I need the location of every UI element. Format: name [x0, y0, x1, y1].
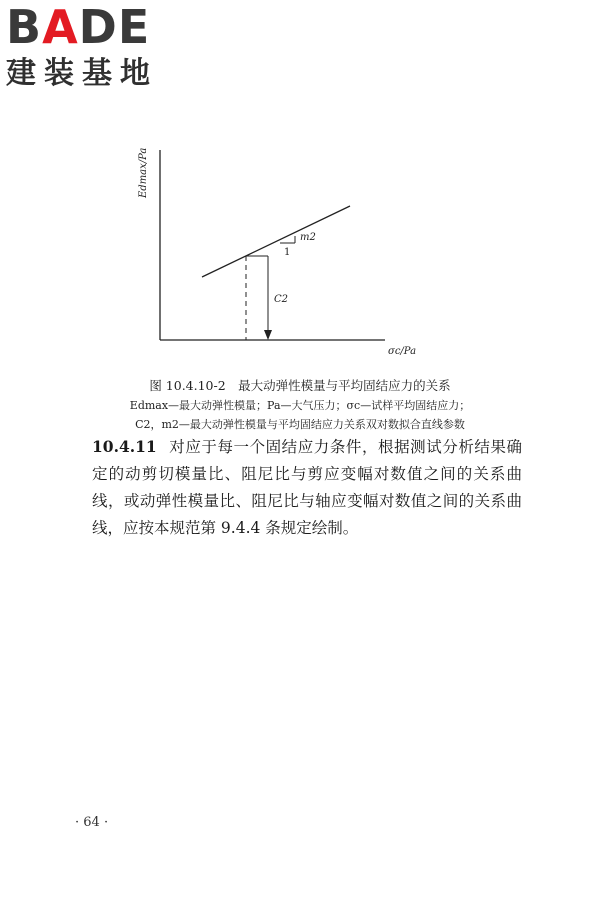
- intercept-label: C2: [274, 294, 289, 305]
- x-axis-label: σc/Pa: [388, 346, 417, 357]
- y-axis-label: Edmax/Pa: [138, 147, 149, 198]
- slope-run-label: 1: [284, 247, 291, 258]
- clause-paragraph: [92, 433, 522, 542]
- clause-number: 10.4.11: [92, 437, 157, 456]
- brand-logo: [6, 0, 181, 92]
- logo-wordmark: BADE: [6, 0, 151, 54]
- slope-label: m2: [300, 232, 316, 243]
- figure-note-1: Edmax—最大动弹性模量；Pa—大气压力；σc—试样平均固结应力；: [129, 399, 471, 412]
- figure-caption: 图 10.4.10-2 最大动弹性模量与平均固结应力的关系: [149, 378, 451, 393]
- fit-line: [202, 206, 350, 277]
- page-number: · 64 ·: [75, 815, 109, 830]
- relation-diagram: [110, 140, 430, 375]
- clause-text: 对应于每一个固结应力条件，根据测试分析结果确定的动剪切模量比、阻尼比与剪应变幅对数值之间的关系曲线，或动弹性模量比、阻尼比与轴应变幅对数值之间的关系曲线，应按本规范第 9.4.4 条规定绘制。: [92, 438, 522, 537]
- figure-note-2: C2，m2—最大动弹性模量与平均固结应力关系双对数拟合直线参数: [135, 418, 465, 431]
- intercept-arrow-head: [264, 330, 272, 340]
- logo-tagline: 建装基地: [6, 56, 158, 91]
